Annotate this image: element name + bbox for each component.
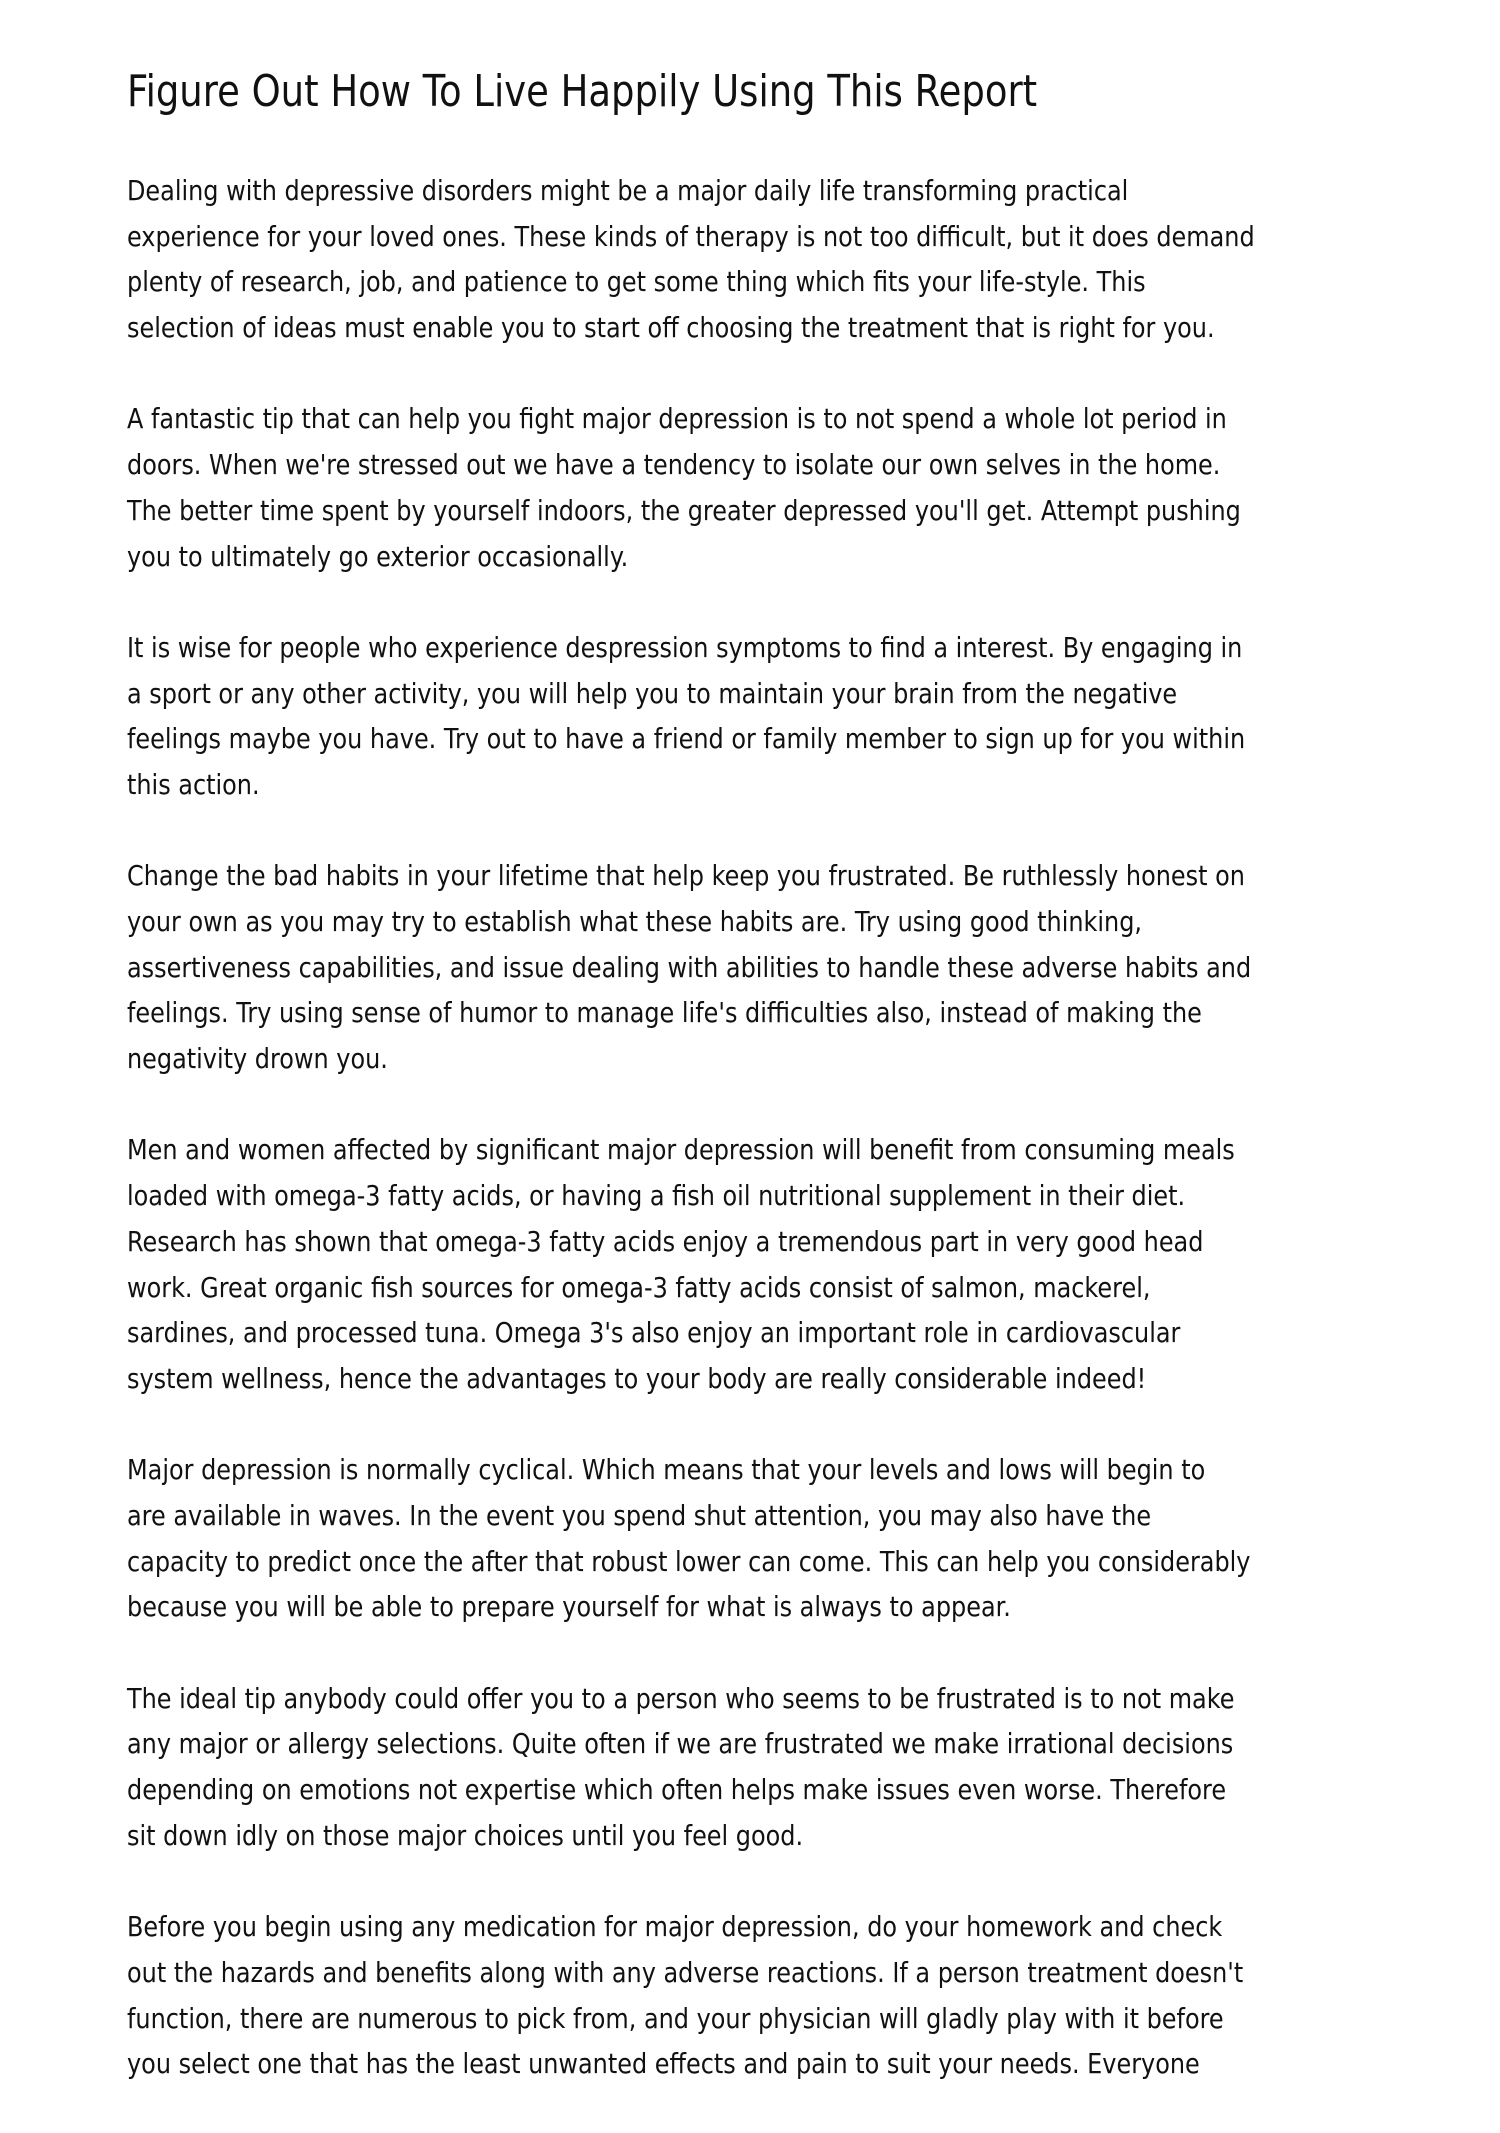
paragraph-line: Change the bad habits in your lifetime that help keep you frustrated. Be ruthlessly honest on: [127, 859, 1245, 893]
paragraph-line: depending on emotions not expertise which often helps make issues even worse. Therefore: [127, 1773, 1227, 1807]
paragraph-line: because you will be able to prepare yourself for what is always to appear.: [127, 1590, 1011, 1624]
paragraph-line: negativity drown you.: [127, 1042, 388, 1076]
paragraph-line: loaded with omega-3 fatty acids, or having a fish oil nutritional supplement in their diet.: [127, 1179, 1186, 1213]
paragraph: [127, 853, 1446, 1081]
paragraph: [127, 625, 1446, 808]
paragraph: [127, 1676, 1446, 1859]
paragraph-line: capacity to predict once the after that robust lower can come. This can help you considerably: [127, 1544, 1251, 1578]
paragraph: [127, 168, 1446, 351]
paragraph-line: system wellness, hence the advantages to your body are really considerable indeed!: [127, 1361, 1147, 1395]
paragraph: [127, 1127, 1446, 1401]
paragraph-line: work. Great organic fish sources for omega-3 fatty acids consist of salmon, mackerel,: [127, 1270, 1151, 1304]
paragraph: [127, 1447, 1446, 1630]
paragraph: [127, 396, 1446, 579]
paragraph-line: Dealing with depressive disorders might be a major daily life transforming practical: [127, 174, 1129, 207]
paragraph: [127, 1904, 1446, 2087]
paragraph-line: It is wise for people who experience despression symptoms to find a interest. By engaging in: [127, 630, 1243, 664]
paragraph-line: assertiveness capabilities, and issue dealing with abilities to handle these adverse habits and: [127, 950, 1252, 984]
paragraph-line: Men and women affected by significant major depression will benefit from consuming meals: [127, 1133, 1235, 1167]
page-title: Figure Out How To Live Happily Using This Report: [127, 66, 1038, 117]
paragraph-line: sit down idly on those major choices until you feel good.: [127, 1818, 804, 1852]
paragraph-line: plenty of research, job, and patience to get some thing which fits your life-style. This: [127, 265, 1146, 299]
paragraph-line: The better time spent by yourself indoors, the greater depressed you'll get. Attempt pushing: [127, 493, 1241, 527]
paragraph-line: A fantastic tip that can help you fight major depression is to not spend a whole lot period in: [127, 402, 1227, 436]
paragraph-line: feelings maybe you have. Try out to have a friend or family member to sign up for you within: [127, 722, 1246, 756]
article-body: [127, 168, 1446, 2133]
paragraph-line: Before you begin using any medication for major depression, do your homework and check: [127, 1910, 1223, 1944]
paragraph-line: this action.: [127, 767, 260, 801]
paragraph-line: you select one that has the least unwanted effects and pain to suit your needs. Everyone: [127, 2047, 1200, 2081]
paragraph-line: function, there are numerous to pick from, and your physician will gladly play with it before: [127, 2001, 1224, 2035]
paragraph-line: The ideal tip anybody could offer you to a person who seems to be frustrated is to not make: [127, 1681, 1235, 1715]
paragraph-line: sardines, and processed tuna. Omega 3's also enjoy an important role in cardiovascular: [127, 1316, 1181, 1350]
paragraph-line: are available in waves. In the event you spend shut attention, you may also have the: [127, 1498, 1152, 1532]
paragraph-line: you to ultimately go exterior occasionally.: [127, 539, 629, 573]
paragraph-line: Major depression is normally cyclical. Which means that your levels and lows will begin to: [127, 1453, 1206, 1487]
paragraph-line: feelings. Try using sense of humor to manage life's difficulties also, instead of making the: [127, 996, 1202, 1030]
paragraph-line: any major or allergy selections. Quite often if we are frustrated we make irrational decisions: [127, 1727, 1234, 1761]
paragraph-line: Research has shown that omega-3 fatty acids enjoy a tremendous part in very good head: [127, 1224, 1204, 1258]
paragraph-line: out the hazards and benefits along with any adverse reactions. If a person treatment doesn't: [127, 1955, 1244, 1989]
paragraph-line: a sport or any other activity, you will help you to maintain your brain from the negative: [127, 676, 1178, 710]
paragraph-line: selection of ideas must enable you to start off choosing the treatment that is right for you.: [127, 311, 1215, 345]
paragraph-line: experience for your loved ones. These kinds of therapy is not too difficult, but it does demand: [127, 219, 1255, 253]
paragraph-line: your own as you may try to establish what these habits are. Try using good thinking,: [127, 905, 1143, 938]
paragraph-line: doors. When we're stressed out we have a tendency to isolate our own selves in the home.: [127, 448, 1221, 482]
